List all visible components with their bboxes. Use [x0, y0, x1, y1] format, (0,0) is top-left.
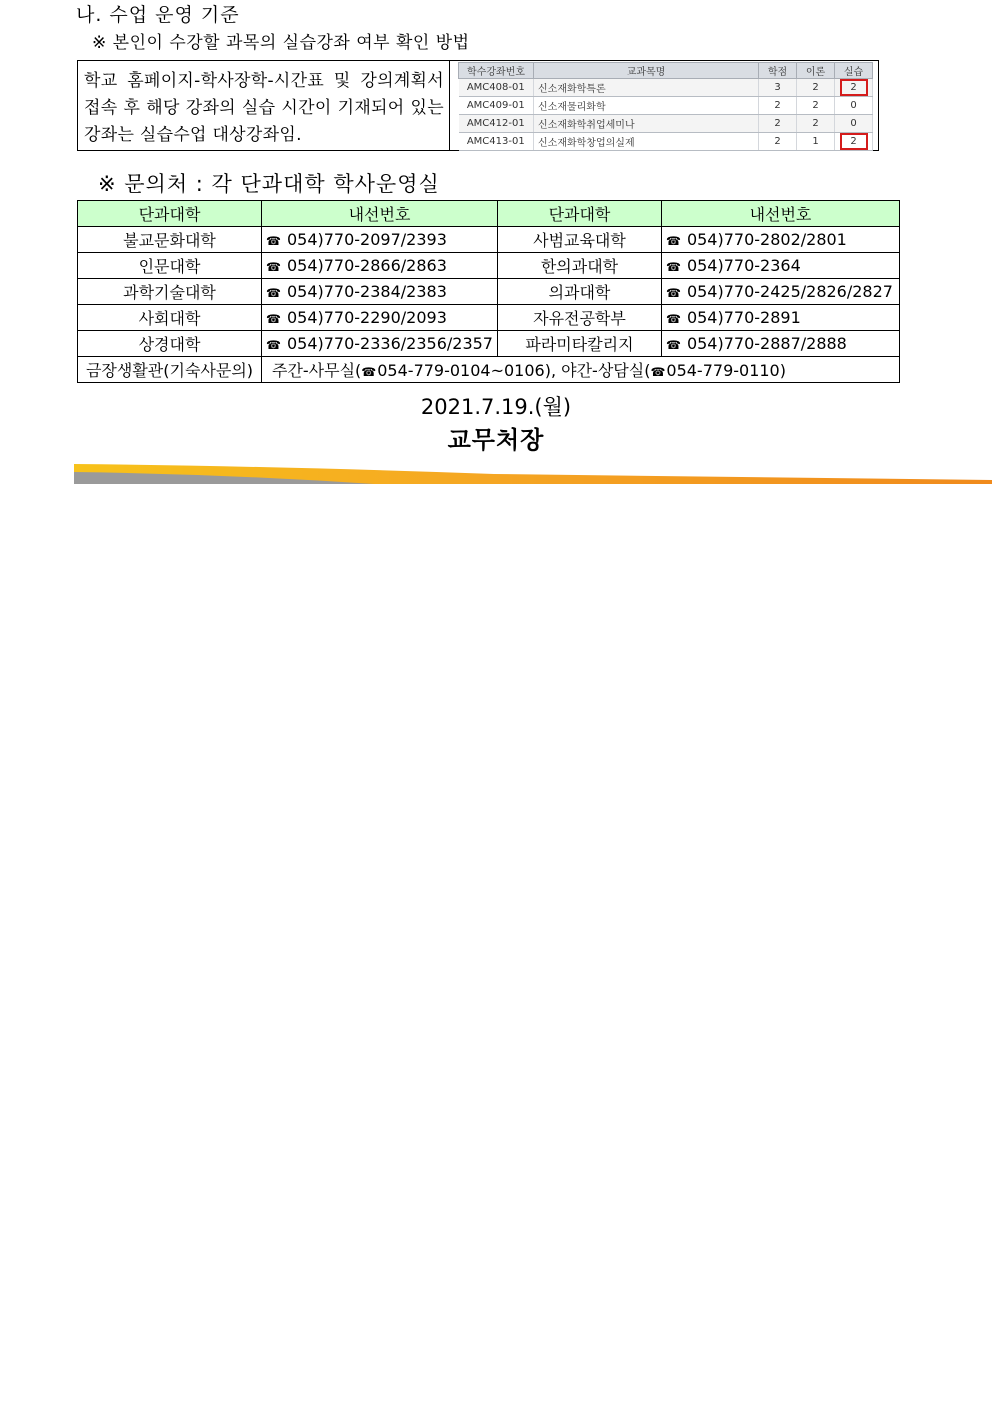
course-name: 신소재화학창업의실제: [534, 133, 759, 151]
course-theory: 2: [797, 97, 835, 115]
sample-row: [459, 115, 873, 133]
course-theory: 2: [797, 115, 835, 133]
night-office-phone: 054-779-0110): [666, 361, 786, 380]
info-divider: [449, 60, 450, 151]
sample-header-practice: 실습: [835, 63, 873, 79]
phone-icon: ☎: [665, 286, 681, 300]
college-name: 인문대학: [78, 253, 262, 279]
phone-cell: [661, 253, 899, 279]
night-office-label: 야간-상담실(: [561, 361, 651, 380]
college-name: 한의과대학: [497, 253, 661, 279]
course-credit: 3: [759, 79, 797, 97]
phone-number: 054)770-2425/2826/2827: [686, 282, 893, 301]
course-code: AMC409-01: [459, 97, 534, 115]
course-credit: 2: [759, 133, 797, 151]
contact-heading: ※ 문의처 : 각 단과대학 학사운영실: [98, 172, 440, 196]
course-name: 신소재물리화학: [534, 97, 759, 115]
college-name: 파라미타칼리지: [497, 331, 661, 357]
info-text: 학교 홈페이지-학사장학-시간표 및 강의계획서 접속 후 해당 강좌의 실습 시간이 기재되어 있는 강좌는 실습수업 대상강좌임.: [84, 71, 444, 145]
college-name: 사회대학: [78, 305, 262, 331]
phone-cell: [262, 227, 498, 253]
contact-row: [78, 253, 900, 279]
phone-number: 054)770-2336/2356/2357: [286, 334, 493, 353]
issuing-office: 교무처장: [447, 426, 545, 454]
college-name: 상경대학: [78, 331, 262, 357]
sample-header-theory: 이론: [797, 63, 835, 79]
college-name: 과학기술대학: [78, 279, 262, 305]
header-extension: 내선번호: [262, 201, 498, 227]
contact-table-header: [78, 201, 900, 227]
course-code: AMC413-01: [459, 133, 534, 151]
course-code: AMC412-01: [459, 115, 534, 133]
phone-number: 054)770-2290/2093: [286, 308, 447, 327]
contact-row: [78, 227, 900, 253]
phone-icon: ☎: [665, 260, 681, 274]
sample-course-table: [458, 62, 873, 151]
sample-table-header: [459, 63, 873, 79]
footer-decorative-band: [74, 460, 992, 486]
sample-header-code: 학수강좌번호: [459, 63, 534, 79]
practice-highlight: 2: [840, 79, 868, 96]
section-title: 나. 수업 운영 기준: [76, 4, 240, 26]
phone-cell: [661, 305, 899, 331]
course-name: 신소재화학특론: [534, 79, 759, 97]
course-practice: 0: [835, 115, 873, 133]
document-date: 2021.7.19.(월): [420, 395, 572, 419]
phone-icon: ☎: [266, 286, 281, 300]
phone-icon: ☎: [665, 338, 681, 352]
course-theory: 1: [797, 133, 835, 151]
phone-cell: [262, 331, 498, 357]
phone-number: 054)770-2097/2393: [286, 230, 447, 249]
phone-icon: ☎: [650, 365, 666, 379]
sample-header-name: 교과목명: [534, 63, 759, 79]
college-name: 사범교육대학: [497, 227, 661, 253]
phone-number: 054)770-2384/2383: [286, 282, 447, 301]
phone-icon: ☎: [665, 312, 681, 326]
course-theory: 2: [797, 79, 835, 97]
phone-icon: ☎: [361, 365, 377, 379]
contact-row: [78, 305, 900, 331]
phone-number: 054)770-2866/2863: [286, 256, 447, 275]
contact-row-dormitory: [78, 357, 900, 383]
phone-icon: ☎: [266, 338, 281, 352]
course-credit: 2: [759, 115, 797, 133]
sample-header-credit: 학점: [759, 63, 797, 79]
section-note: ※ 본인이 수강할 과목의 실습강좌 여부 확인 방법: [92, 33, 470, 53]
contact-table: [77, 200, 900, 383]
phone-icon: ☎: [266, 312, 281, 326]
sample-row: [459, 97, 873, 115]
phone-icon: ☎: [665, 234, 681, 248]
phone-number: 054)770-2802/2801: [686, 230, 847, 249]
phone-number: 054)770-2891: [686, 308, 801, 327]
course-code: AMC408-01: [459, 79, 534, 97]
contact-row: [78, 331, 900, 357]
sample-row: [459, 133, 873, 151]
college-name: 의과대학: [497, 279, 661, 305]
phone-cell: [661, 331, 899, 357]
course-practice-cell: [835, 133, 873, 151]
contact-row: [78, 279, 900, 305]
day-office-phone: 054-779-0104~0106),: [377, 361, 562, 380]
phone-cell: [262, 279, 498, 305]
course-credit: 2: [759, 97, 797, 115]
day-office-label: 주간-사무실(: [272, 361, 362, 380]
college-name: 불교문화대학: [78, 227, 262, 253]
phone-number: 054)770-2364: [686, 256, 801, 275]
dormitory-phone-cell: [262, 357, 900, 383]
phone-cell: [262, 253, 498, 279]
header-college: 단과대학: [497, 201, 661, 227]
phone-number: 054)770-2887/2888: [686, 334, 847, 353]
sample-row: [459, 79, 873, 97]
header-college: 단과대학: [78, 201, 262, 227]
practice-highlight: 2: [840, 133, 868, 150]
phone-cell: [262, 305, 498, 331]
course-practice-cell: [835, 79, 873, 97]
phone-icon: ☎: [266, 234, 281, 248]
phone-icon: ☎: [266, 260, 281, 274]
course-name: 신소재화학취업세미나: [534, 115, 759, 133]
phone-cell: [661, 279, 899, 305]
college-name: 금장생활관(기숙사문의): [78, 357, 262, 383]
college-name: 자유전공학부: [497, 305, 661, 331]
phone-cell: [661, 227, 899, 253]
header-extension: 내선번호: [661, 201, 899, 227]
course-practice: 0: [835, 97, 873, 115]
